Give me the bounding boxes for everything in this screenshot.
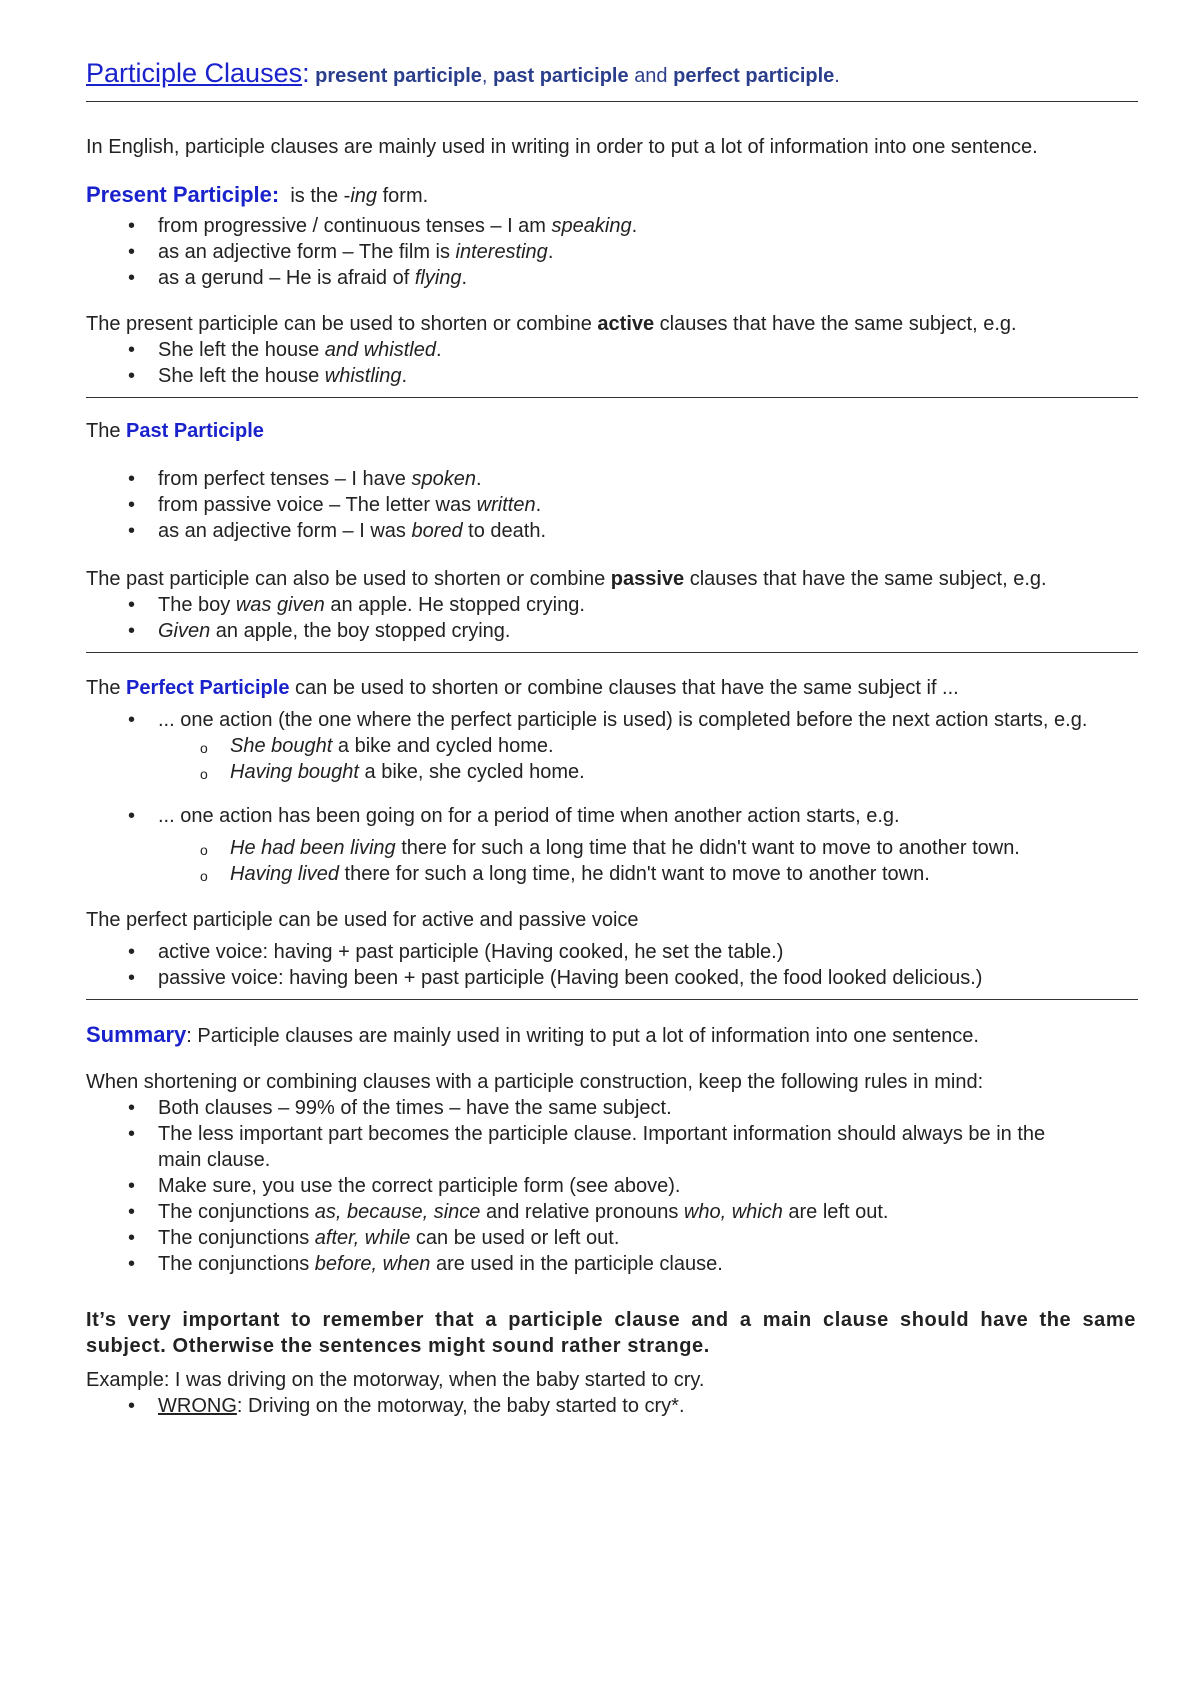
- item-post2: are left out.: [782, 1201, 889, 1223]
- past-heading-line: [86, 418, 1146, 444]
- item-em: was given: [235, 594, 325, 616]
- item-em: bored: [411, 520, 463, 542]
- title-period: .: [834, 65, 840, 87]
- item-em: She bought: [230, 735, 333, 757]
- perfect-intro: [86, 675, 1146, 701]
- list-item: [158, 518, 1146, 544]
- item-post: .: [435, 339, 442, 361]
- divider: [86, 397, 1138, 398]
- perfect-case2-examples: [86, 835, 1146, 887]
- item-post: to death.: [462, 520, 547, 542]
- note-bold: active: [597, 313, 655, 335]
- present-note: [86, 311, 1146, 337]
- list-item: [158, 466, 1146, 492]
- divider: [86, 652, 1138, 653]
- item-text: as a gerund – He is afraid of: [158, 267, 415, 289]
- list-item: [230, 733, 1146, 759]
- perfect-case1-examples: [86, 733, 1146, 785]
- item-text: from passive voice – The letter was: [158, 494, 477, 516]
- past-the: The: [86, 420, 121, 442]
- note-bold: passive: [610, 568, 685, 590]
- perfect-heading: Perfect Participle: [126, 677, 290, 699]
- list-item: [158, 1225, 1146, 1251]
- list-item: • Make sure, you use the correct participle form (see above).: [158, 1173, 1146, 1199]
- present-desc-post: form.: [382, 185, 429, 207]
- item-post: an apple, the boy stopped crying.: [210, 620, 511, 642]
- list-item: • passive voice: having been + past participle (Having been cooked, the food looked delicious.): [158, 965, 1146, 991]
- item-text: The conjunctions: [158, 1253, 315, 1275]
- present-desc-ing: ing: [350, 185, 378, 207]
- item-post: and relative pronouns: [480, 1201, 684, 1223]
- item-em: flying: [414, 267, 462, 289]
- item-text: The conjunctions: [158, 1201, 315, 1223]
- item-em: He had been living: [230, 837, 396, 859]
- item-em: speaking: [551, 215, 632, 237]
- title-main: Participle Clauses: [86, 58, 303, 88]
- item-em: Having bought: [230, 761, 359, 783]
- item-text: She left the house: [158, 339, 325, 361]
- item-post: are used in the participle clause.: [430, 1253, 723, 1275]
- list-item: [230, 835, 1146, 861]
- present-heading: Present Participle:: [86, 182, 280, 207]
- title-past: past participle: [493, 65, 629, 87]
- item-text: She left the house: [158, 365, 325, 387]
- list-item: [158, 492, 1146, 518]
- item-post: there for such a long time that he didn't want to move to another town.: [395, 837, 1020, 859]
- voice-list: [86, 939, 1146, 991]
- intro-paragraph: In English, participle clauses are mainly used in writing in order to put a lot of information into one sentence.: [86, 136, 1038, 158]
- wrong-label: WRONG: [158, 1395, 237, 1417]
- present-desc: [290, 185, 428, 207]
- list-item: • Both clauses – 99% of the times – have the same subject.: [158, 1095, 1146, 1121]
- past-heading: Past Participle: [126, 420, 264, 442]
- important-note: It’s very important to remember that a participle clause and a main clause should have the same subject. Otherwise the sentences might sound rather strange.: [86, 1309, 1136, 1357]
- title-perfect: perfect participle: [673, 65, 835, 87]
- list-item: [158, 592, 1146, 618]
- note-pre: The present participle can be used to shorten or combine: [86, 313, 598, 335]
- item-post: .: [475, 468, 482, 490]
- note-post: clauses that have the same subject, e.g.: [684, 568, 1047, 590]
- item-post: .: [547, 241, 554, 263]
- wrong-list: [86, 1393, 1146, 1419]
- past-examples: [86, 592, 1146, 644]
- document-title: [86, 56, 1146, 93]
- title-comma: ,: [481, 65, 488, 87]
- item-em: and whistled: [324, 339, 436, 361]
- item-em: before, when: [314, 1253, 431, 1275]
- list-item: [158, 337, 1146, 363]
- item-em: written: [476, 494, 536, 516]
- present-list: [86, 213, 1146, 291]
- list-item: [230, 759, 1146, 785]
- perfect-case2: [86, 803, 1146, 829]
- document-page: [86, 56, 1146, 1419]
- note-post: clauses that have the same subject, e.g.: [654, 313, 1017, 335]
- title-and: and: [634, 65, 668, 87]
- rules-intro: When shortening or combining clauses with a participle construction, keep the following rules in mind:: [86, 1071, 984, 1093]
- item-text: The boy: [158, 594, 236, 616]
- rules-list: [86, 1095, 1146, 1277]
- list-item: [230, 861, 1146, 887]
- list-item: [158, 265, 1146, 291]
- list-item: [158, 1199, 1146, 1225]
- present-desc-pre: is the -: [290, 185, 351, 207]
- voice-note: The perfect participle can be used for active and passive voice: [86, 909, 639, 931]
- item-em: Given: [158, 620, 211, 642]
- item-post: .: [535, 494, 542, 516]
- summary-heading: Summary: [86, 1022, 187, 1047]
- item-em: as, because, since: [314, 1201, 481, 1223]
- item-em2: who, which: [683, 1201, 783, 1223]
- note-pre: The past participle can also be used to shorten or combine: [86, 568, 611, 590]
- item-em: whistling: [324, 365, 402, 387]
- perfect-the: The: [86, 677, 121, 699]
- list-item: [158, 618, 1146, 644]
- item-em: Having lived: [230, 863, 339, 885]
- item-em: interesting: [455, 241, 548, 263]
- item-post: .: [401, 365, 408, 387]
- past-note: [86, 566, 1086, 592]
- list-item: [158, 213, 1146, 239]
- item-em: after, while: [314, 1227, 411, 1249]
- wrong-text: : Driving on the motorway, the baby started to cry*.: [236, 1395, 685, 1417]
- title-present: present participle: [315, 65, 482, 87]
- title-colon: :: [302, 58, 310, 88]
- item-post: .: [461, 267, 468, 289]
- summary-text: : Participle clauses are mainly used in writing to put a lot of information into one sentence.: [186, 1025, 979, 1047]
- item-text: from perfect tenses – I have: [158, 468, 412, 490]
- item-post: a bike, she cycled home.: [358, 761, 585, 783]
- list-item: [158, 1393, 1146, 1419]
- divider: [86, 101, 1138, 102]
- example-line: Example: I was driving on the motorway, when the baby started to cry.: [86, 1369, 705, 1391]
- list-item: • ... one action has been going on for a period of time when another action starts, e.g.: [158, 803, 1146, 829]
- list-item: • ... one action (the one where the perfect participle is used) is completed before the next action starts, e.g.: [158, 707, 1098, 733]
- item-post: can be used or left out.: [410, 1227, 620, 1249]
- divider: [86, 999, 1138, 1000]
- item-text: The conjunctions: [158, 1227, 315, 1249]
- list-item: [158, 239, 1146, 265]
- list-item: • The less important part becomes the participle clause. Important information should always be in the main clause.: [158, 1121, 1088, 1173]
- list-item: • active voice: having + past participle (Having cooked, he set the table.): [158, 939, 1146, 965]
- item-text: as an adjective form – I was: [158, 520, 412, 542]
- item-post: a bike and cycled home.: [332, 735, 554, 757]
- perfect-intro-text: can be used to shorten or combine clauses that have the same subject if ...: [289, 677, 959, 699]
- list-item: [158, 363, 1146, 389]
- item-post: there for such a long time, he didn't want to move to another town.: [338, 863, 930, 885]
- present-heading-line: [86, 182, 1146, 209]
- item-em: spoken: [411, 468, 476, 490]
- item-post: .: [631, 215, 638, 237]
- item-post: an apple. He stopped crying.: [324, 594, 585, 616]
- past-list: [86, 466, 1146, 544]
- item-text: from progressive / continuous tenses – I am: [158, 215, 552, 237]
- list-item: [158, 1251, 1146, 1277]
- item-text: as an adjective form – The film is: [158, 241, 456, 263]
- summary-line: [86, 1022, 1146, 1049]
- present-examples: [86, 337, 1146, 389]
- perfect-case1: [86, 707, 1146, 733]
